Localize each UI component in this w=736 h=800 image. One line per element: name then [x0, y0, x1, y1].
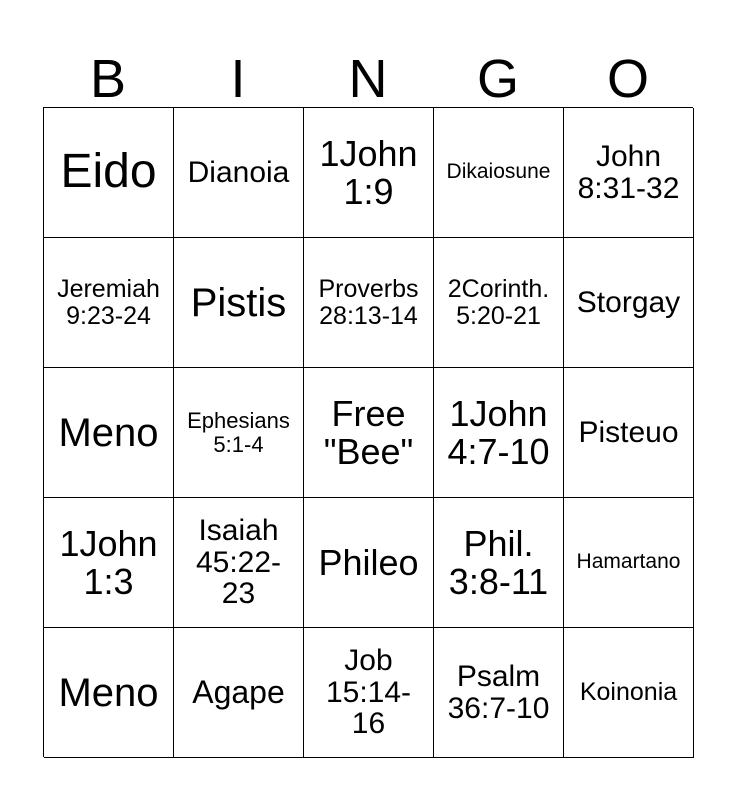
cell-label: 1John 4:7-10: [447, 392, 550, 472]
bingo-cell-r3-c1[interactable]: [44, 368, 174, 498]
cell-label: Pistis: [190, 280, 287, 325]
bingo-cell-r2-c5[interactable]: [564, 238, 694, 368]
cell-label: Hamartano: [576, 550, 681, 574]
bingo-cell-r1-c5[interactable]: [564, 108, 694, 238]
cell-label: Dianoia: [187, 155, 290, 189]
bingo-cell-r3-c2[interactable]: [174, 368, 304, 498]
bingo-cell-r1-c4[interactable]: [434, 108, 564, 238]
cell-label: Proverbs 28:13-14: [318, 275, 419, 330]
cell-label: 1John 1:9: [319, 132, 418, 212]
cell-label: Storgay: [576, 285, 681, 319]
bingo-cell-r4-c1[interactable]: [44, 498, 174, 628]
header-letter-g: G: [476, 49, 519, 109]
cell-label: Pisteuo: [578, 415, 679, 449]
cell-label: Ephesians 5:1-4: [187, 408, 290, 457]
cell-label: Agape: [192, 673, 285, 710]
cell-label: Psalm 36:7-10: [447, 660, 550, 725]
cell-label: John 8:31-32: [577, 140, 680, 205]
bingo-cell-r4-c5[interactable]: [564, 498, 694, 628]
cell-label: Dikaiosune: [446, 160, 551, 184]
bingo-board: [43, 107, 693, 757]
header-letter-n: N: [348, 49, 388, 109]
header-letter-b: B: [89, 49, 127, 109]
cell-label: Phileo: [318, 541, 419, 583]
cell-label: Koinonia: [579, 678, 678, 707]
bingo-cell-r5-c4[interactable]: [434, 628, 564, 758]
cell-label: 2Corinth. 5:20-21: [447, 275, 550, 330]
bingo-cell-r5-c5[interactable]: [564, 628, 694, 758]
bingo-cell-r1-c1[interactable]: [44, 108, 174, 238]
cell-label: 1John 1:3: [59, 522, 158, 602]
bingo-cell-r5-c3[interactable]: [304, 628, 434, 758]
cell-label: Meno: [58, 670, 159, 715]
cell-label: Eido: [60, 145, 157, 199]
cell-label: Meno: [58, 410, 159, 455]
bingo-cell-r2-c2[interactable]: [174, 238, 304, 368]
bingo-cell-r2-c1[interactable]: [44, 238, 174, 368]
bingo-cell-r3-c3[interactable]: [304, 368, 434, 498]
cell-label: Job 15:14- 16: [325, 644, 412, 741]
bingo-cell-r2-c3[interactable]: [304, 238, 434, 368]
header-letter-i: I: [230, 49, 246, 109]
bingo-cell-r4-c3[interactable]: [304, 498, 434, 628]
bingo-cell-r5-c2[interactable]: [174, 628, 304, 758]
bingo-cell-r5-c1[interactable]: [44, 628, 174, 758]
bingo-cell-r4-c4[interactable]: [434, 498, 564, 628]
bingo-header: [43, 44, 693, 109]
bingo-cell-r1-c2[interactable]: [174, 108, 304, 238]
cell-label: Isaiah 45:22- 23: [195, 514, 282, 611]
bingo-cell-r4-c2[interactable]: [174, 498, 304, 628]
cell-label: Free "Bee": [323, 392, 414, 472]
cell-label: Phil. 3:8-11: [448, 522, 549, 602]
bingo-cell-r3-c4[interactable]: [434, 368, 564, 498]
cell-label: Jeremiah 9:23-24: [57, 275, 160, 330]
header-letter-o: O: [606, 49, 649, 109]
bingo-cell-r1-c3[interactable]: [304, 108, 434, 238]
bingo-cell-r3-c5[interactable]: [564, 368, 694, 498]
bingo-cell-r2-c4[interactable]: [434, 238, 564, 368]
